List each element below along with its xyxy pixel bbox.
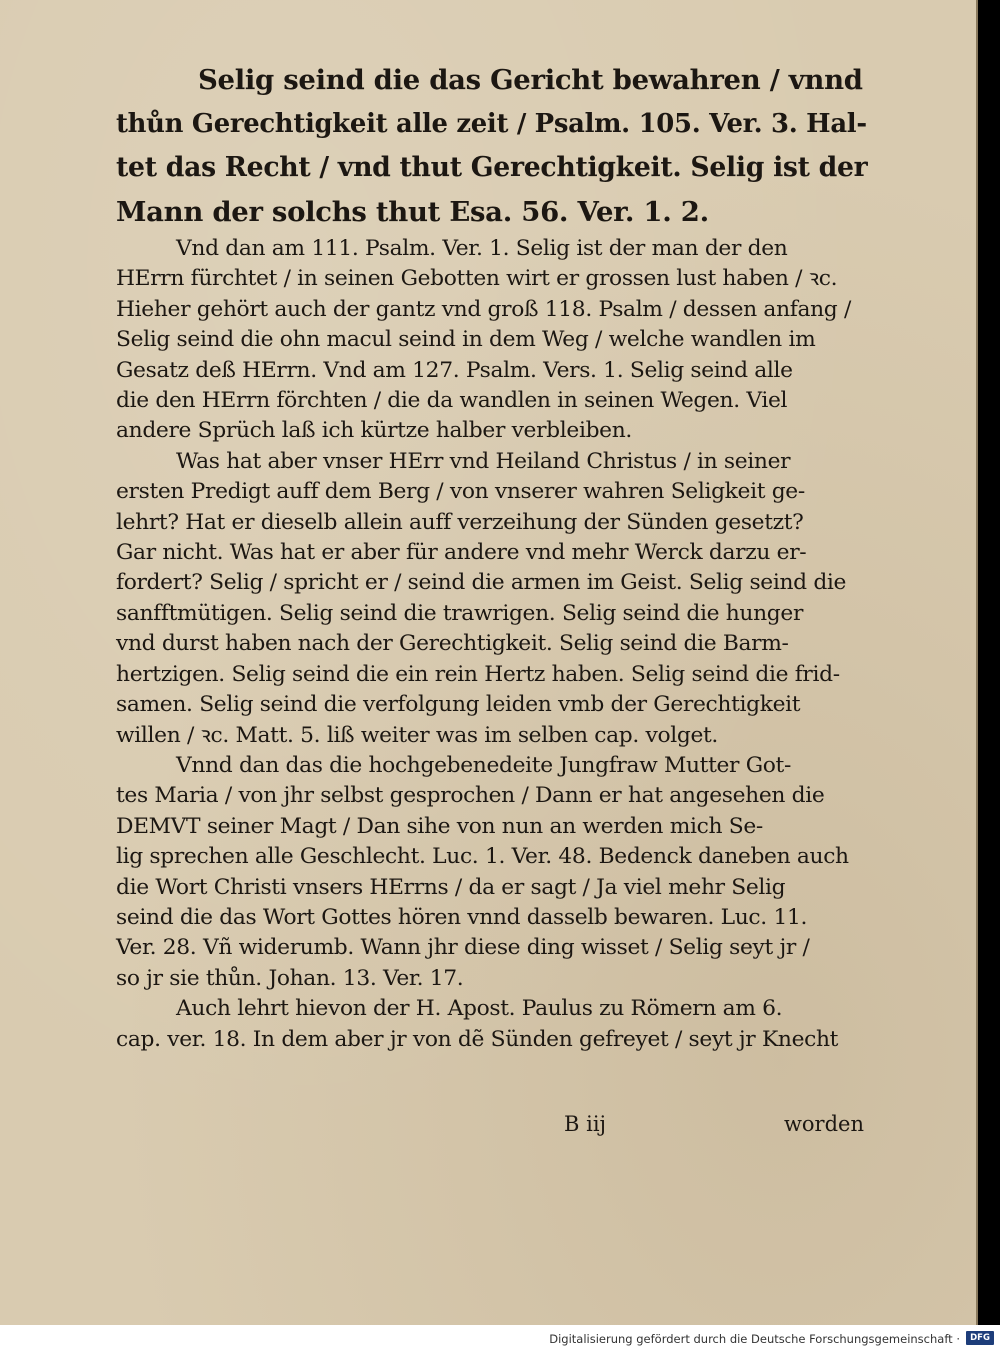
body-line: Auch lehrt hievon der H. Apost. Paulus zu Römern am 6. bbox=[176, 996, 783, 1022]
heading-line: tet das Recht / vnd thut Gerechtigkeit. Selig ist der bbox=[116, 152, 868, 183]
body-line: HErrn fürchtet / in seinen Gebotten wirt er grossen lust haben / ꝛc. bbox=[116, 266, 838, 292]
catchword: worden bbox=[783, 1112, 864, 1136]
dfg-logo: DFG bbox=[966, 1331, 994, 1345]
footer-credit: Digitalisierung gefördert durch die Deutsche Forschungsgemeinschaft · bbox=[549, 1332, 960, 1346]
heading-line: thůn Gerechtigkeit alle zeit / Psalm. 105. Ver. 3. Hal- bbox=[116, 109, 867, 139]
body-line: seind die das Wort Gottes hören vnnd dasselb bewaren. Luc. 11. bbox=[116, 904, 808, 930]
body-line: so jr sie thůn. Johan. 13. Ver. 17. bbox=[116, 965, 464, 991]
body-line: hertzigen. Selig seind die ein rein Hertz haben. Selig seind die frid- bbox=[116, 661, 840, 687]
body-line: andere Sprüch laß ich kürtze halber verbleiben. bbox=[116, 418, 632, 444]
body-line: fordert? Selig / spricht er / seind die armen im Geist. Selig seind die bbox=[116, 570, 847, 596]
body-line: vnd durst haben nach der Gerechtigkeit. Selig seind die Barm- bbox=[116, 631, 789, 657]
body-line: die den HErrn förchten / die da wandlen in seinen Wegen. Viel bbox=[116, 388, 788, 414]
body-line: sanfftmütigen. Selig seind die trawrigen. Selig seind die hunger bbox=[116, 600, 804, 626]
heading-line: Mann der solchs thut Esa. 56. Ver. 1. 2. bbox=[116, 196, 709, 228]
body-line: Selig seind die ohn macul seind in dem Weg / welche wandlen im bbox=[116, 327, 816, 353]
digitization-footer bbox=[0, 1325, 1000, 1352]
body-line: Gar nicht. Was hat er aber für andere vnd mehr Werck darzu er- bbox=[116, 540, 807, 566]
body-line: lig sprechen alle Geschlecht. Luc. 1. Ver. 48. Bedenck daneben auch bbox=[116, 844, 849, 870]
body-line: Ver. 28. Vñ widerumb. Wann jhr diese ding wisset / Selig seyt jr / bbox=[116, 935, 810, 961]
body-line: cap. ver. 18. In dem aber jr von dẽ Sünden gefreyet / seyt jr Knecht bbox=[116, 1026, 839, 1052]
body-line: samen. Selig seind die verfolgung leiden vmb der Gerechtigkeit bbox=[116, 692, 801, 718]
page-text bbox=[116, 58, 876, 1055]
body-line: willen / ꝛc. Matt. 5. liß weiter was im selben cap. volget. bbox=[116, 722, 719, 748]
body-line: tes Maria / von jhr selbst gesprochen / Dann er hat angesehen die bbox=[116, 783, 825, 809]
body-line: ersten Predigt auff dem Berg / von vnserer wahren Seligkeit ge- bbox=[116, 479, 805, 505]
body-line: Hieher gehört auch der gantz vnd groß 118. Psalm / dessen anfang / bbox=[116, 296, 851, 322]
body-line: Vnnd dan das die hochgebenedeite Jungfraw Mutter Got- bbox=[176, 752, 791, 778]
body-line: Gesatz deß HErrn. Vnd am 127. Psalm. Vers. 1. Selig seind alle bbox=[116, 357, 793, 383]
body-line: die Wort Christi vnsers HErrns / da er sagt / Ja viel mehr Selig bbox=[116, 874, 786, 900]
body-line: lehrt? Hat er dieselb allein auff verzeihung der Sünden gesetzt? bbox=[116, 509, 804, 535]
heading-line: Selig seind die das Gericht bewahren / vnnd bbox=[198, 64, 863, 96]
body-line: Vnd dan am 111. Psalm. Ver. 1. Selig ist der man der den bbox=[176, 236, 788, 261]
body-line: Was hat aber vnser HErr vnd Heiland Christus / in seiner bbox=[176, 448, 791, 474]
signature-mark: B iij bbox=[564, 1112, 607, 1136]
page-footer-line bbox=[116, 1112, 876, 1142]
body-line: DEMVT seiner Magt / Dan sihe von nun an werden mich Se- bbox=[116, 813, 763, 839]
